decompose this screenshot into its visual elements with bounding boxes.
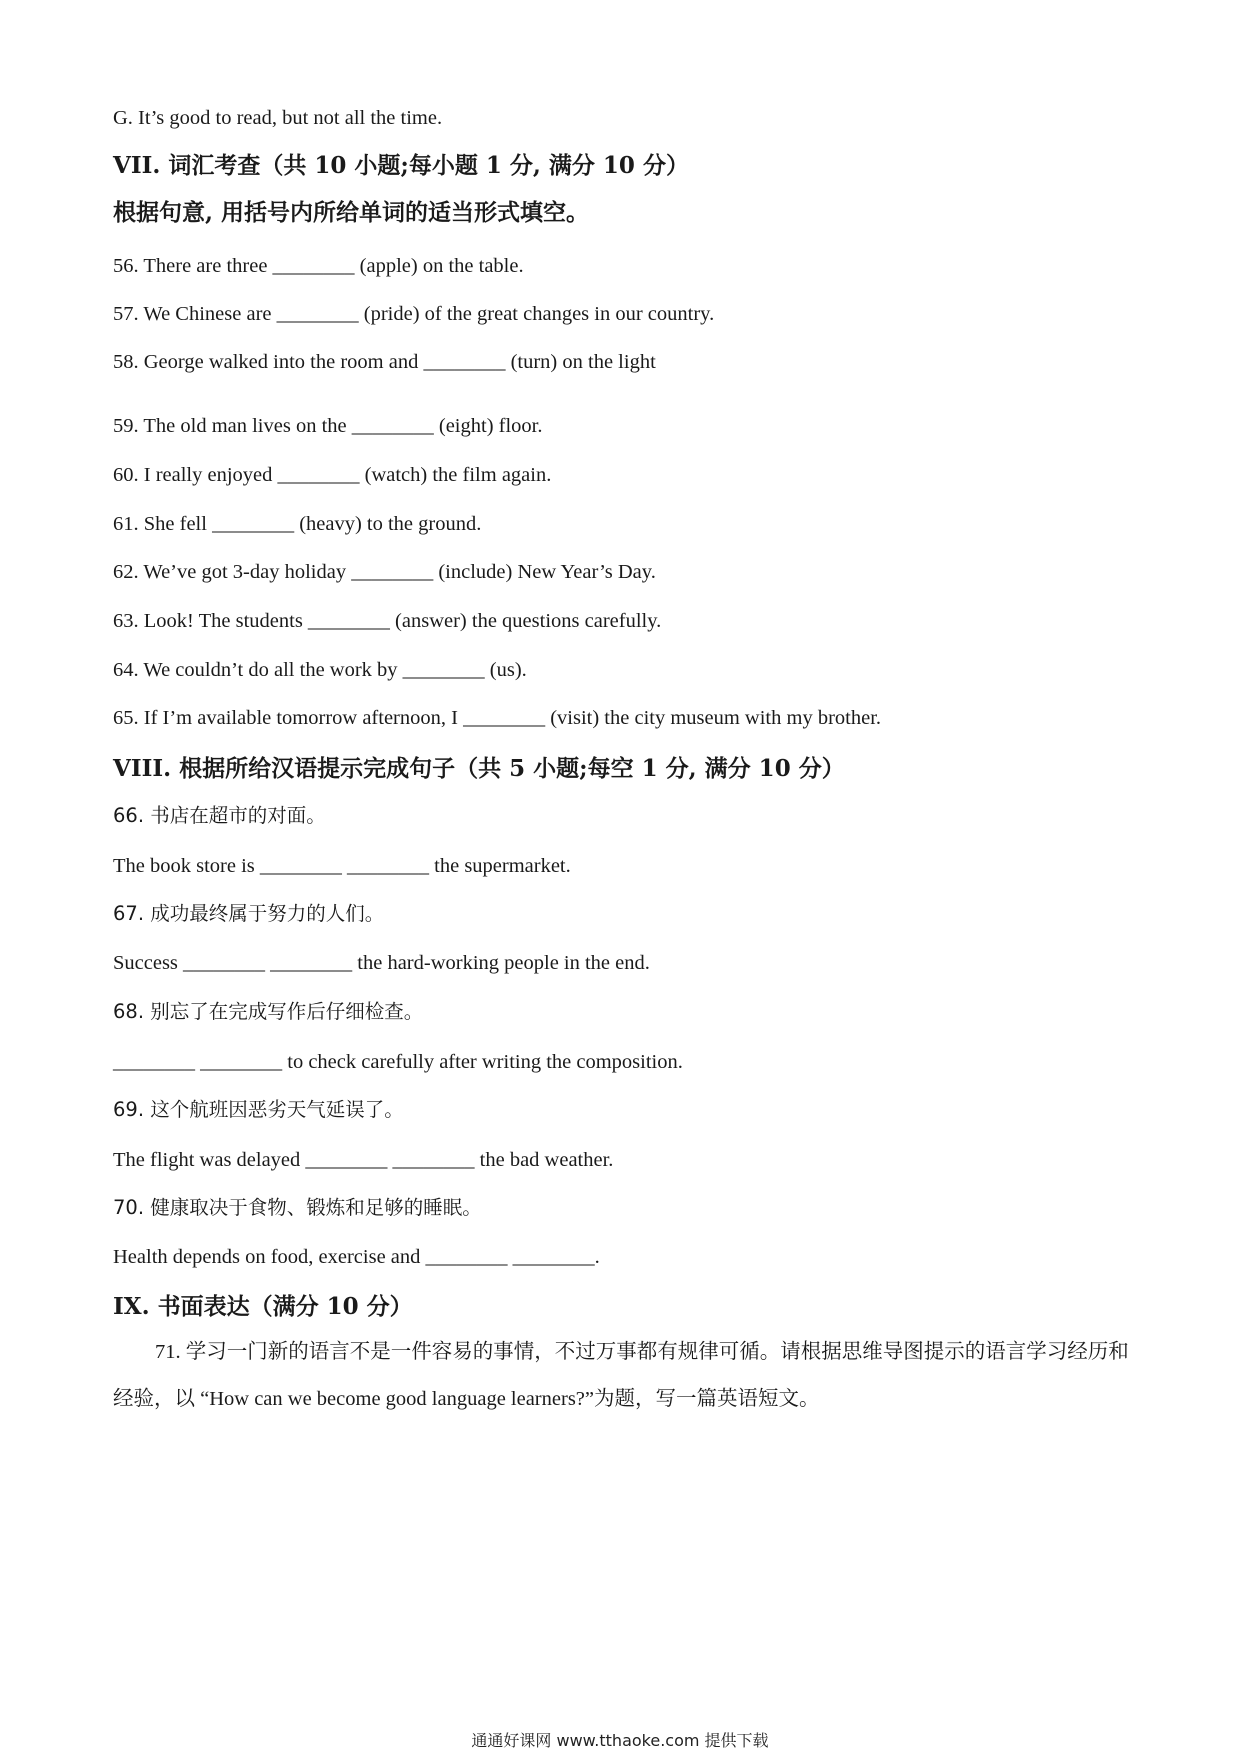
option-g: G. It’s good to read, but not all the time. (113, 107, 443, 129)
question-64: 64. We couldn’t do all the work by ________ (us). (113, 659, 527, 681)
footer-watermark: 通通好课网 www.tthaoke.com 提供下载 (471, 1731, 769, 1750)
question-67-english: Success ________ ________ the hard-working people in the end. (113, 952, 650, 974)
question-68-chinese: 68. 别忘了在完成写作后仔细检查。 (113, 1000, 424, 1023)
question-68-english: ________ ________ to check carefully after writing the composition. (113, 1051, 683, 1073)
question-57: 57. We Chinese are ________ (pride) of the great changes in our country. (113, 303, 715, 325)
question-61: 61. She fell ________ (heavy) to the ground. (113, 513, 482, 535)
question-63: 63. Look! The students ________ (answer) the questions carefully. (113, 610, 662, 632)
section-9-title: IX. 书面表达（满分 10 分） (113, 1293, 413, 1320)
section-7-title: VII. 词汇考查（共 10 小题;每小题 1 分, 满分 10 分） (113, 152, 689, 179)
section-7-instruction: 根据句意, 用括号内所给单词的适当形式填空。 (113, 199, 590, 226)
question-70-english: Health depends on food, exercise and ________ ________. (113, 1246, 600, 1268)
question-59: 59. The old man lives on the ________ (eight) floor. (113, 415, 543, 437)
section-8-title: VIII. 根据所给汉语提示完成句子（共 5 小题;每空 1 分, 满分 10 分） (113, 755, 845, 782)
question-66-english: The book store is ________ ________ the supermarket. (113, 855, 571, 877)
writing-prompt: 71. 学习一门新的语言不是一件容易的事情，不过万事都有规律可循。请根据思维导图提示的语言学习经历和经验，以 “How can we become good language learners?”为题，写一篇英语短文。 (113, 1341, 1129, 1410)
question-66-chinese: 66. 书店在超市的对面。 (113, 804, 326, 827)
question-70-chinese: 70. 健康取决于食物、锻炼和足够的睡眠。 (113, 1196, 482, 1219)
question-67-chinese: 67. 成功最终属于努力的人们。 (113, 902, 385, 925)
question-62: 62. We’ve got 3-day holiday ________ (include) New Year’s Day. (113, 561, 656, 583)
question-60: 60. I really enjoyed ________ (watch) the film again. (113, 464, 552, 486)
question-58: 58. George walked into the room and ________ (turn) on the light (113, 351, 656, 373)
question-69-english: The flight was delayed ________ ________ the bad weather. (113, 1149, 614, 1171)
question-56: 56. There are three ________ (apple) on the table. (113, 255, 524, 277)
question-69-chinese: 69. 这个航班因恶劣天气延误了。 (113, 1098, 404, 1121)
question-65: 65. If I’m available tomorrow afternoon, I ________ (visit) the city museum with my brother. (113, 707, 882, 729)
